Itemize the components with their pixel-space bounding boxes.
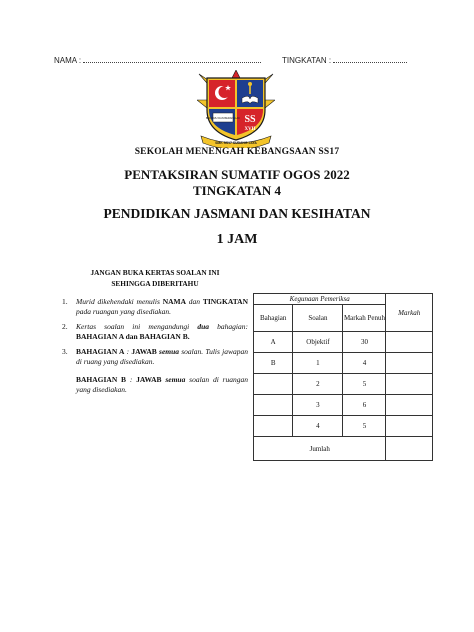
table-total-value[interactable] — [386, 437, 433, 461]
instruction-text: NAMA — [162, 297, 187, 306]
instruction-text: dan — [186, 297, 203, 306]
examiner-table — [253, 293, 433, 461]
exam-duration: 1 JAM — [216, 232, 258, 247]
subject-title: PENDIDIKAN JASMANI DAN KESIHATAN — [103, 206, 371, 221]
table-cell-markah[interactable] — [386, 395, 433, 416]
crest-badge: SS — [244, 114, 256, 125]
instruction-text: bahagian: — [209, 322, 248, 331]
table-cell-bahagian: A — [254, 332, 293, 353]
table-header-bahagian: Bahagian — [254, 305, 293, 332]
school-crest-logo — [197, 70, 275, 148]
warning-line-2: SEHINGGA DIBERITAHU — [111, 278, 199, 288]
table-cell-soalan: 1 — [293, 353, 343, 374]
table-cell-bahagian — [254, 395, 293, 416]
instruction-text: TINGKATAN — [202, 297, 248, 306]
table-row — [254, 332, 433, 353]
instruction-text: BAHAGIAN A — [76, 347, 125, 356]
instruction-number: 3. — [62, 347, 68, 356]
table-cell-bahagian — [254, 416, 293, 437]
table-cell-soalan: 3 — [293, 395, 343, 416]
table-cell-soalan: Objektif — [293, 332, 343, 353]
crest-motto: BERILMU DAN BERAKHLAK — [205, 117, 241, 120]
table-row — [254, 395, 433, 416]
form-field[interactable] — [333, 55, 407, 63]
instruction-text: pada ruangan yang disediakan. — [76, 306, 171, 316]
table-header-markah: Markah — [386, 294, 433, 332]
table-total-row — [254, 437, 433, 461]
table-cell-markah[interactable] — [386, 353, 433, 374]
instruction-text: : — [124, 347, 132, 356]
table-cell-markah-penuh: 6 — [343, 395, 386, 416]
instruction-text: soalan. Tulis jawapan di ruang yang disediakan. — [76, 347, 248, 366]
name-label: NAMA : — [54, 56, 82, 65]
instruction-item — [62, 347, 248, 366]
table-total-label: Jumlah — [254, 437, 386, 461]
instruction-text: Kertas soalan ini mengandungi — [76, 322, 198, 331]
instruction-item — [62, 322, 248, 341]
table-cell-markah-penuh: 5 — [343, 416, 386, 437]
form-field-row — [282, 55, 407, 65]
warning-notice — [70, 268, 240, 289]
instruction-number: 1. — [62, 297, 68, 306]
table-row — [254, 416, 433, 437]
instruction-text: JAWAB — [131, 347, 157, 356]
instruction-text: BAHAGIAN A dan BAHAGIAN B. — [76, 331, 190, 341]
table-caption: Kegunaan Pemeriksa — [254, 294, 386, 305]
table-row — [254, 353, 433, 374]
name-field[interactable] — [83, 55, 261, 63]
table-cell-soalan: 2 — [293, 374, 343, 395]
table-header-markah-penuh: Markah Penuh — [343, 305, 386, 332]
instruction-text: JAWAB — [136, 375, 162, 384]
instruction-text: Murid dikehendaki menulis — [76, 297, 163, 306]
crest-badge-sub: XVII — [244, 127, 256, 132]
table-cell-markah-penuh: 4 — [343, 353, 386, 374]
table-cell-markah-penuh: 5 — [343, 374, 386, 395]
form-label: TINGKATAN : — [282, 56, 332, 65]
instruction-text: semua — [161, 375, 186, 384]
instruction-item — [62, 375, 248, 394]
instruction-text: BAHAGIAN B — [76, 375, 127, 384]
table-cell-bahagian — [254, 374, 293, 395]
table-cell-bahagian: B — [254, 353, 293, 374]
instruction-item — [62, 297, 248, 316]
table-header-soalan: Soalan — [293, 305, 343, 332]
name-field-row — [54, 55, 261, 65]
form-title: TINGKATAN 4 — [193, 183, 281, 198]
table-cell-markah[interactable] — [386, 332, 433, 353]
table-cell-markah[interactable] — [386, 416, 433, 437]
crest-ribbon: SMK SS17 SUBANG JAYA — [215, 141, 257, 145]
instruction-number: 2. — [62, 322, 68, 331]
instruction-text: : — [126, 375, 137, 384]
instruction-text: semua — [156, 347, 180, 356]
table-cell-markah-penuh: 30 — [343, 332, 386, 353]
warning-line-1: JANGAN BUKA KERTAS SOALAN INI — [90, 268, 220, 277]
exam-title: PENTAKSIRAN SUMATIF OGOS 2022 — [124, 167, 350, 182]
instruction-text: dua — [197, 322, 209, 331]
instruction-text: soalan di ruangan yang disediakan. — [76, 375, 248, 394]
school-name: SEKOLAH MENENGAH KEBANGSAAN SS17 — [134, 147, 340, 157]
table-cell-markah[interactable] — [386, 374, 433, 395]
table-row — [254, 374, 433, 395]
table-cell-soalan: 4 — [293, 416, 343, 437]
